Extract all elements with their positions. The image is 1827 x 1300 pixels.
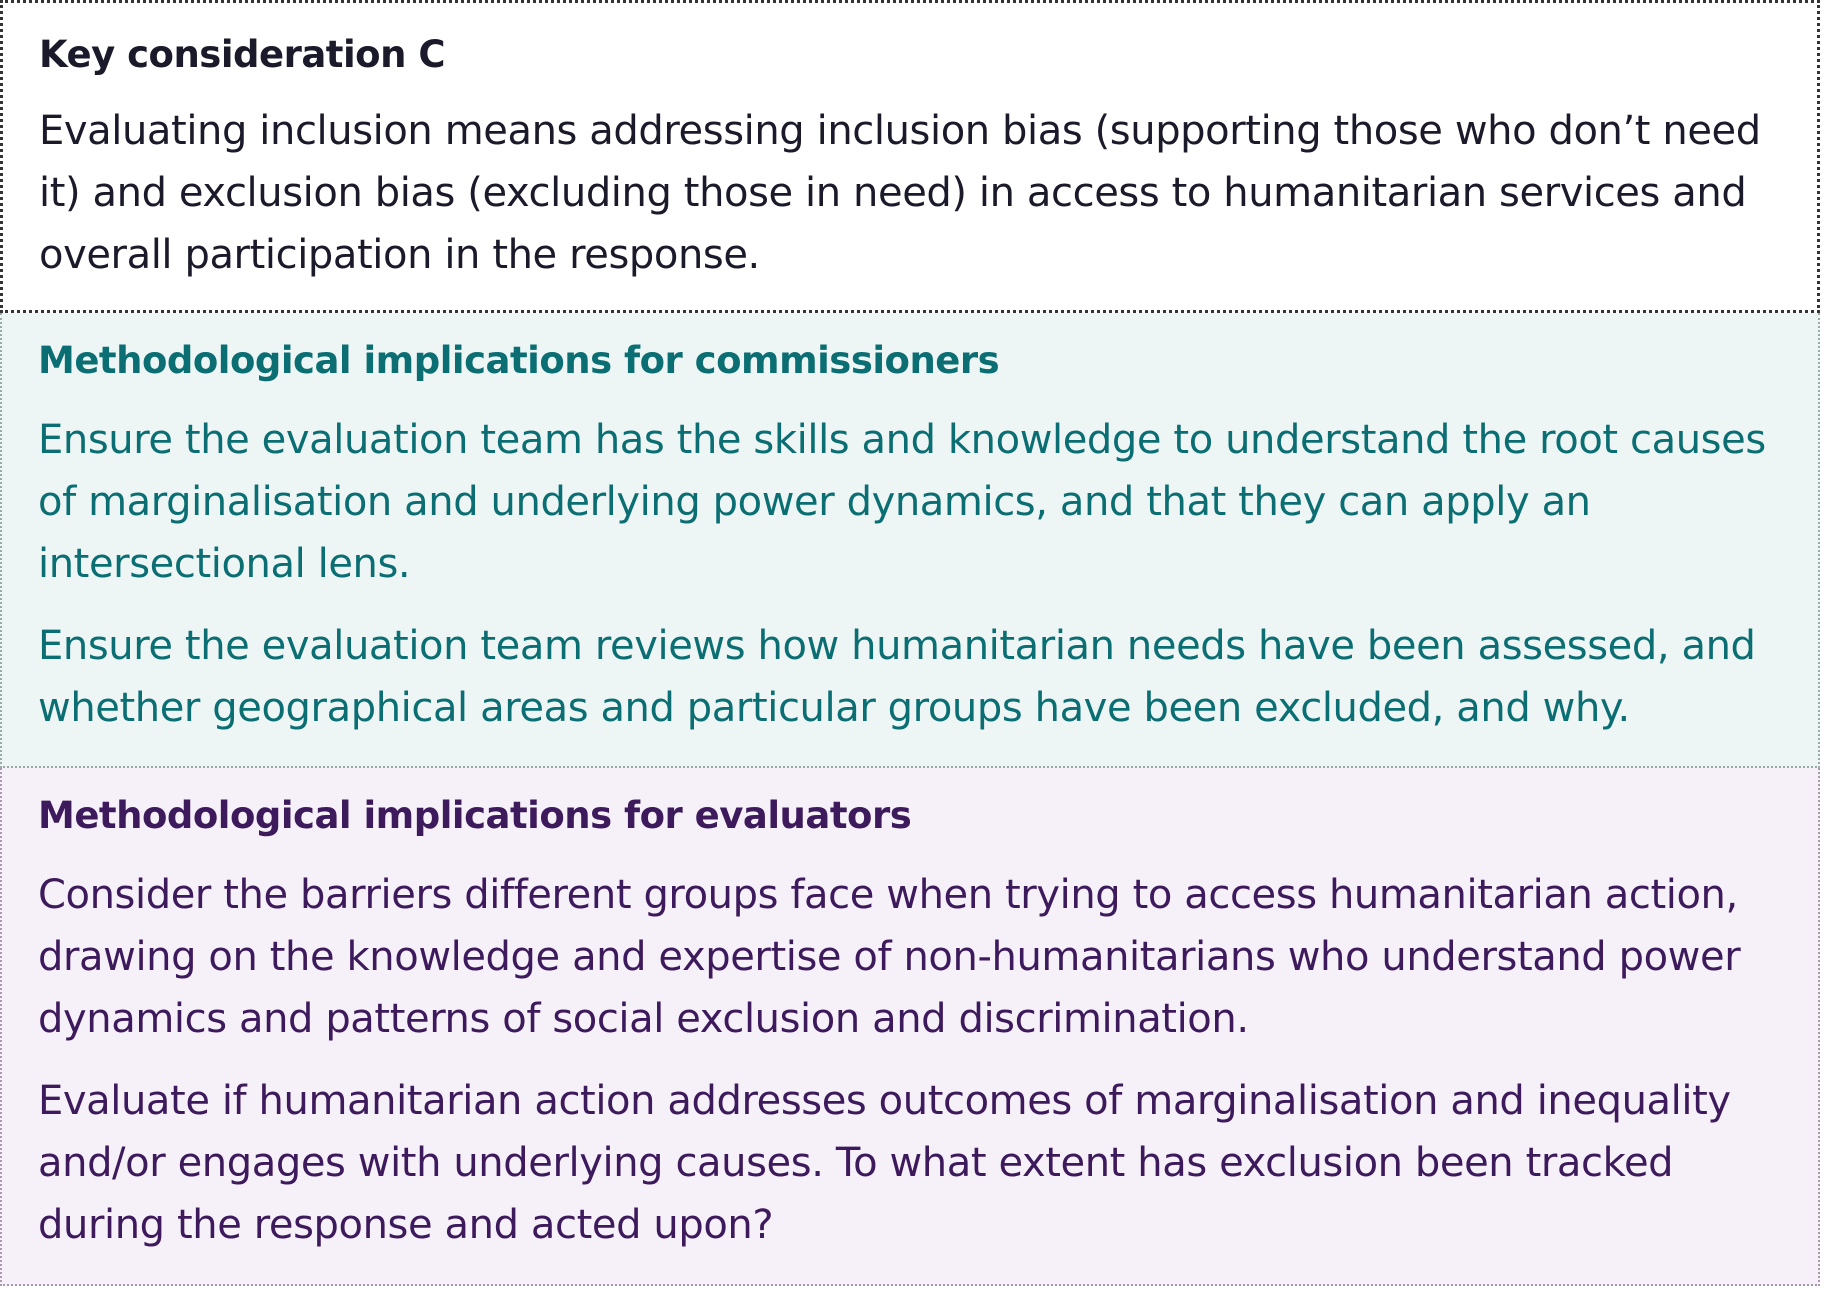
evaluators-paragraph-2: Evaluate if humanitarian action addresses outcomes of marginalisation and inequality and/or engages with underlying causes. To what extent has exclusion been tracked during the response and acted upon? — [38, 1078, 1731, 1248]
commissioners-paragraph-1: Ensure the evaluation team has the skills and knowledge to understand the root causes of marginalisation and underlying power dynamics, and that they can apply an intersectional lens. — [38, 417, 1766, 587]
commissioners-heading: Methodological implications for commissioners — [38, 339, 1000, 382]
evaluators-paragraph-1: Consider the barriers different groups face when trying to access humanitarian action, drawing on the knowledge and expertise of non-humanitarians who understand power dynamics and patterns of social exclusion and discrimination. — [38, 872, 1741, 1042]
commissioners-paragraph-2: Ensure the evaluation team reviews how humanitarian needs have been assessed, and whether geographical areas and particular groups have been excluded, and why. — [38, 623, 1756, 731]
key-consideration-body: Evaluating inclusion means addressing inclusion bias (supporting those who don’t need it) and exclusion bias (excluding those in need) in access to humanitarian services and overall participation in the response. — [39, 108, 1761, 278]
key-consideration-box — [0, 0, 1820, 313]
evaluators-heading: Methodological implications for evaluators — [38, 794, 912, 837]
key-consideration-heading: Key consideration C — [39, 33, 445, 76]
evaluators-box — [0, 768, 1820, 1286]
commissioners-box — [0, 313, 1820, 768]
